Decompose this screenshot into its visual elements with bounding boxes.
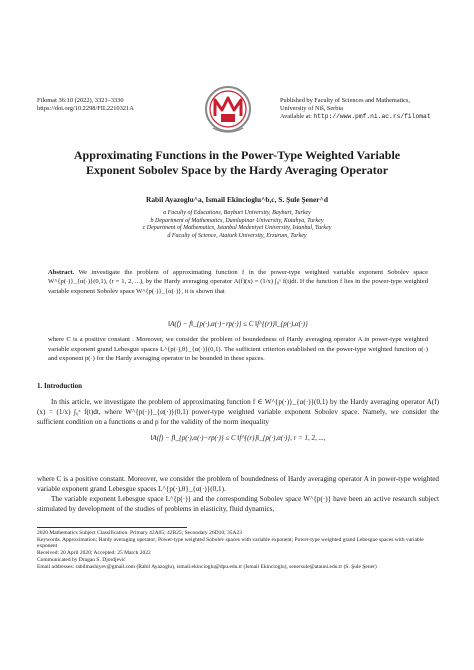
doi-link[interactable]: https://doi.org/10.2298/FIL2210321A <box>37 105 134 112</box>
affiliations <box>40 210 434 240</box>
intro-text-1: In this article, we investigate the problem of approximating function f ∈ W^{p(·)}_{α(·)}(0,1) by the Hardy averaging operator A(f)(x) = (1/x) ∫₀ˣ f(t)dt, where W^{p(·)}_{α(·)}(0,1) power-type weighted variable exponent Sobolev space. Namely, we consider the sufficient condition on a functions α and p for the validity of the norm inequality <box>37 398 439 426</box>
msc-classification: 2020 Mathematics Subject Classification. Primary 42A05; 42B25; Secondary 26D10; 35A23 <box>37 530 243 536</box>
title-line-2: Exponent Sobolev Space by the Hardy Averaging Operator <box>85 163 389 177</box>
intro-text-3: The variable exponent Lebesgue space L^{p(·)} and the corresponding Sobolev space W^{p(·)} have been an active research subject stimulated by development of the studies of problems in elasticity, fluid dynamics, <box>37 495 439 513</box>
paper-title <box>40 148 434 178</box>
available-at-line <box>280 113 431 121</box>
abstract-continued <box>48 320 428 364</box>
intro-paragraph-1 <box>37 397 439 443</box>
author-list: Rabil Ayazoglu^a, Ismail Ekincioglu^b,c, S. Şule Şener^d <box>146 195 328 204</box>
intro-equation: ‖A(f) − f‖_{p(·),α(·)−rp(·)} ≤ C ‖f^{(r)}‖_{p(·),α(·)}, r = 1, 2, ..., <box>150 434 326 442</box>
abstract-equation: ‖A(f) − f‖_{p(·),α(·)−rp(·)} ≤ C ‖f^{(r)}‖_{p(·),α(·)} <box>168 320 308 328</box>
section-heading-introduction: 1. Introduction <box>37 382 82 390</box>
affiliation-c: c Department of Mathematics, Istanbul Medeniyet University, Istanbul, Turkey <box>142 225 332 232</box>
abstract <box>48 268 428 296</box>
affiliation-d: d Faculty of Science, Ataturk University, Erzurum, Turkey <box>167 232 307 239</box>
publisher-line-2: University of Niš, Serbia <box>280 104 343 112</box>
title-line-1: Approximating Functions in the Power-Type Weighted Variable <box>73 148 401 162</box>
available-label: Available at: <box>280 112 312 120</box>
keywords: Keywords. Approximation; Hardy averaging operator; Power-type weighted Sobolev spaces with variable exponent; Power-type weighted grand Lebesgue spaces with variable exponent <box>37 536 424 550</box>
abstract-text-2: where C is a positive constant . Moreover, we consider the problem of boundedness of Hardy averaging operator A in power-type weighted variable exponent grand Lebesgue spaces L^{p(·),θ}_{α(·)}(0,1). The sufficient criterion established on the power-type weighted function α(·) and exponent p(·) for the Hardy averaging operator to be bounded in these spaces. <box>48 336 428 363</box>
abstract-text-1: We investigate the problem of approximating function f in the power-type weighted variable exponent Sobolev space W^{p(·)}_{α(·)}(0,1), (r = 1, 2, ...), by the Hardy averaging operator A(f)(x) = (1/x) ∫₀ˣ f(t)dt. If the function f lies in the power-type weighted variable exponent Sobolev space W^{p(·)}_{α(·)}, it is shown that <box>48 269 429 295</box>
affiliation-a: a Faculty of Educations, Bayburt University, Bayburt, Turkey <box>163 210 311 216</box>
publisher-line-1: Published by Faculty of Sciences and Mathematics, <box>280 97 410 104</box>
email-addresses: Email addresses: rabilmashiyev@gmail.com (Rabil Ayazoglu), ismail.ekincioglu@dpu.edu.tr (Ismail Ekincioglu), senersule@atauni.edu.tr (S. Şule Şener) <box>37 563 377 570</box>
journal-citation: Filomat 36:10 (2022), 3321–3330 <box>37 97 124 104</box>
communicated-by: Communicated by Dragan S. Djordjević <box>37 556 126 563</box>
intro-paragraph-2 <box>37 474 439 514</box>
footnotes <box>37 530 439 570</box>
abstract-label: Abstract. <box>48 269 75 276</box>
intro-text-2: where C is a positive constant. Moreover, we consider the problem of boundedness of Hardy averaging operator A in power-type weighted variable exponent grand Lebesgue spaces L^{p(·),θ}_{α(·)}(0,1). <box>37 475 439 493</box>
university-seal-logo <box>204 84 252 136</box>
publisher-block <box>280 97 431 120</box>
journal-citation-block <box>37 97 134 113</box>
journal-url-link[interactable]: http://www.pmf.ni.ac.rs/filomat <box>313 112 431 120</box>
affiliation-b: b Department of Mathematics, Dumlupinar University, Kutahya, Turkey <box>150 217 324 224</box>
footnote-rule <box>37 527 187 528</box>
dates: Received: 20 April 2020; Accepted: 25 March 2022 <box>37 550 151 557</box>
